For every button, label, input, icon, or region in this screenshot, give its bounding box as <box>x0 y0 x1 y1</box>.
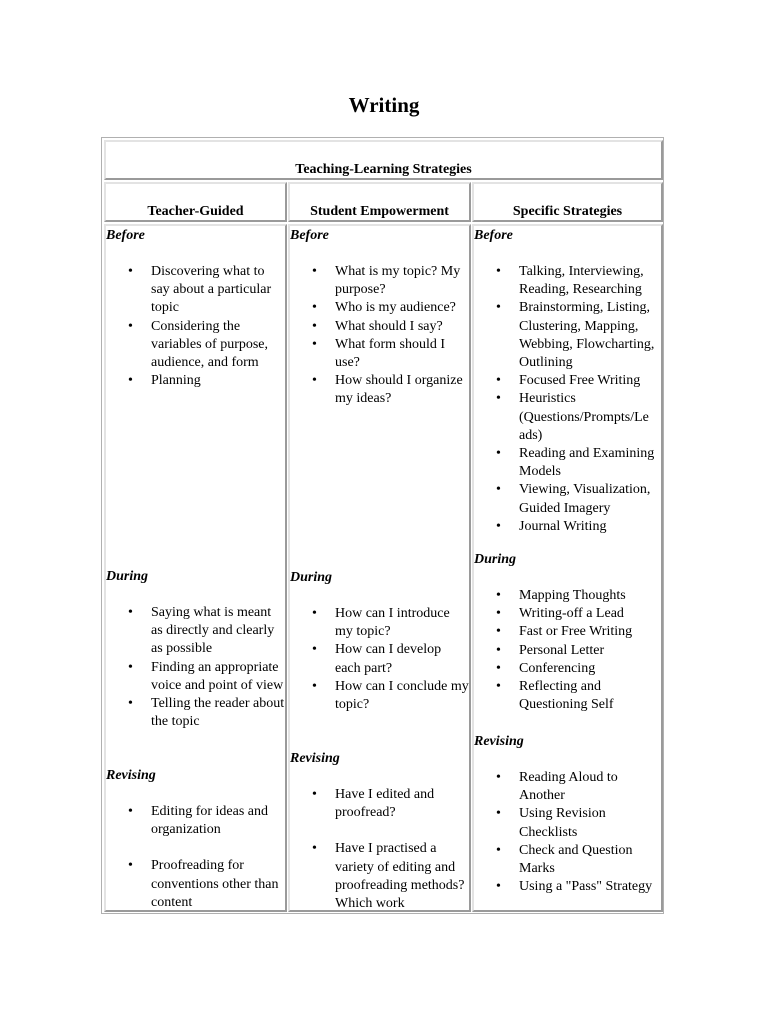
bullet-list <box>474 263 661 536</box>
bullet-list <box>106 604 285 731</box>
list-item: • What is my topic? My purpose? <box>335 263 469 299</box>
list-item: • Viewing, Visualization, Guided Imagery <box>519 481 661 517</box>
list-item: • Journal Writing <box>519 518 661 536</box>
list-item: • Telling the reader about the topic <box>151 695 285 731</box>
list-item: • Editing for ideas and organization <box>151 803 285 839</box>
list-item: • How can I introduce my topic? <box>335 605 469 641</box>
section-revising <box>474 733 661 896</box>
column-header-label: Student Empowerment <box>310 204 449 219</box>
list-item: • Personal Letter <box>519 642 661 660</box>
list-item: • What should I say? <box>335 318 469 336</box>
list-item: • Using a "Pass" Strategy <box>519 878 661 896</box>
section-before <box>290 227 469 409</box>
list-item: • Discovering what to say about a particular topic <box>151 263 285 318</box>
column-header-label: Specific Strategies <box>512 204 623 219</box>
table-caption: Teaching-Learning Strategies <box>295 162 472 177</box>
column-header-specific-strategies <box>472 182 663 222</box>
phase-heading: Revising <box>474 734 524 749</box>
section-during <box>474 551 661 714</box>
phase-heading: During <box>474 552 517 567</box>
column-header-student-empowerment <box>288 182 471 222</box>
section-revising <box>290 750 469 912</box>
bullet-list <box>290 263 469 409</box>
section-during <box>290 569 469 714</box>
list-item: • Have I practised a variety of editing and proofreading methods? Which work <box>335 840 469 912</box>
list-item: • Mapping Thoughts <box>519 587 661 605</box>
list-item: • Fast or Free Writing <box>519 623 661 641</box>
phase-heading: Before <box>290 228 329 243</box>
page-title: Writing <box>348 93 420 117</box>
list-item: • Focused Free Writing <box>519 372 661 390</box>
list-item: • Proofreading for conventions other than content <box>151 857 285 912</box>
phase-heading: Before <box>106 228 145 243</box>
section-during <box>106 568 285 731</box>
bullet-list <box>290 605 469 714</box>
bullet-list <box>474 587 661 714</box>
section-revising <box>106 767 285 912</box>
list-item: • Conferencing <box>519 660 661 678</box>
list-item: • Planning <box>151 372 285 390</box>
list-item: • Considering the variables of purpose, audience, and form <box>151 318 285 373</box>
column-header-teacher-guided <box>104 182 287 222</box>
list-item: • Have I edited and proofread? <box>335 786 469 822</box>
column-body-teacher-guided <box>104 224 287 912</box>
list-item: • Who is my audience? <box>335 299 469 317</box>
phase-heading: During <box>106 569 149 584</box>
list-item: • How can I conclude my topic? <box>335 678 469 714</box>
column-header-label: Teacher-Guided <box>147 204 244 219</box>
list-item: • Writing-off a Lead <box>519 605 661 623</box>
list-item: • Talking, Interviewing, Reading, Researching <box>519 263 661 299</box>
phase-heading: Before <box>474 228 513 243</box>
list-item: • Reflecting and Questioning Self <box>519 678 661 714</box>
list-item: • Saying what is meant as directly and clearly as possible <box>151 604 285 659</box>
list-item: • Reading and Examining Models <box>519 445 661 481</box>
bullet-list <box>106 263 285 390</box>
phase-heading: Revising <box>290 751 340 766</box>
list-item: • Check and Question Marks <box>519 842 661 878</box>
list-item: • Brainstorming, Listing, Clustering, Mapping, Webbing, Flowcharting, Outlining <box>519 299 661 372</box>
bullet-list <box>106 803 285 912</box>
column-body-student-empowerment <box>288 224 471 912</box>
section-before <box>106 227 285 390</box>
list-item: • Finding an appropriate voice and point of view <box>151 659 285 695</box>
list-item: • Reading Aloud to Another <box>519 769 661 805</box>
phase-heading: During <box>290 570 333 585</box>
bullet-list <box>474 769 661 896</box>
list-item: • How can I develop each part? <box>335 641 469 677</box>
list-item: • What form should I use? <box>335 336 469 372</box>
phase-heading: Revising <box>106 768 156 783</box>
table-caption-cell <box>104 140 663 180</box>
section-before <box>474 227 661 536</box>
bullet-list <box>290 786 469 912</box>
list-item: • Heuristics (Questions/Prompts/Le ads) <box>519 390 661 445</box>
column-body-specific-strategies <box>472 224 663 912</box>
list-item: • How should I organize my ideas? <box>335 372 469 408</box>
list-item: • Using Revision Checklists <box>519 805 661 841</box>
